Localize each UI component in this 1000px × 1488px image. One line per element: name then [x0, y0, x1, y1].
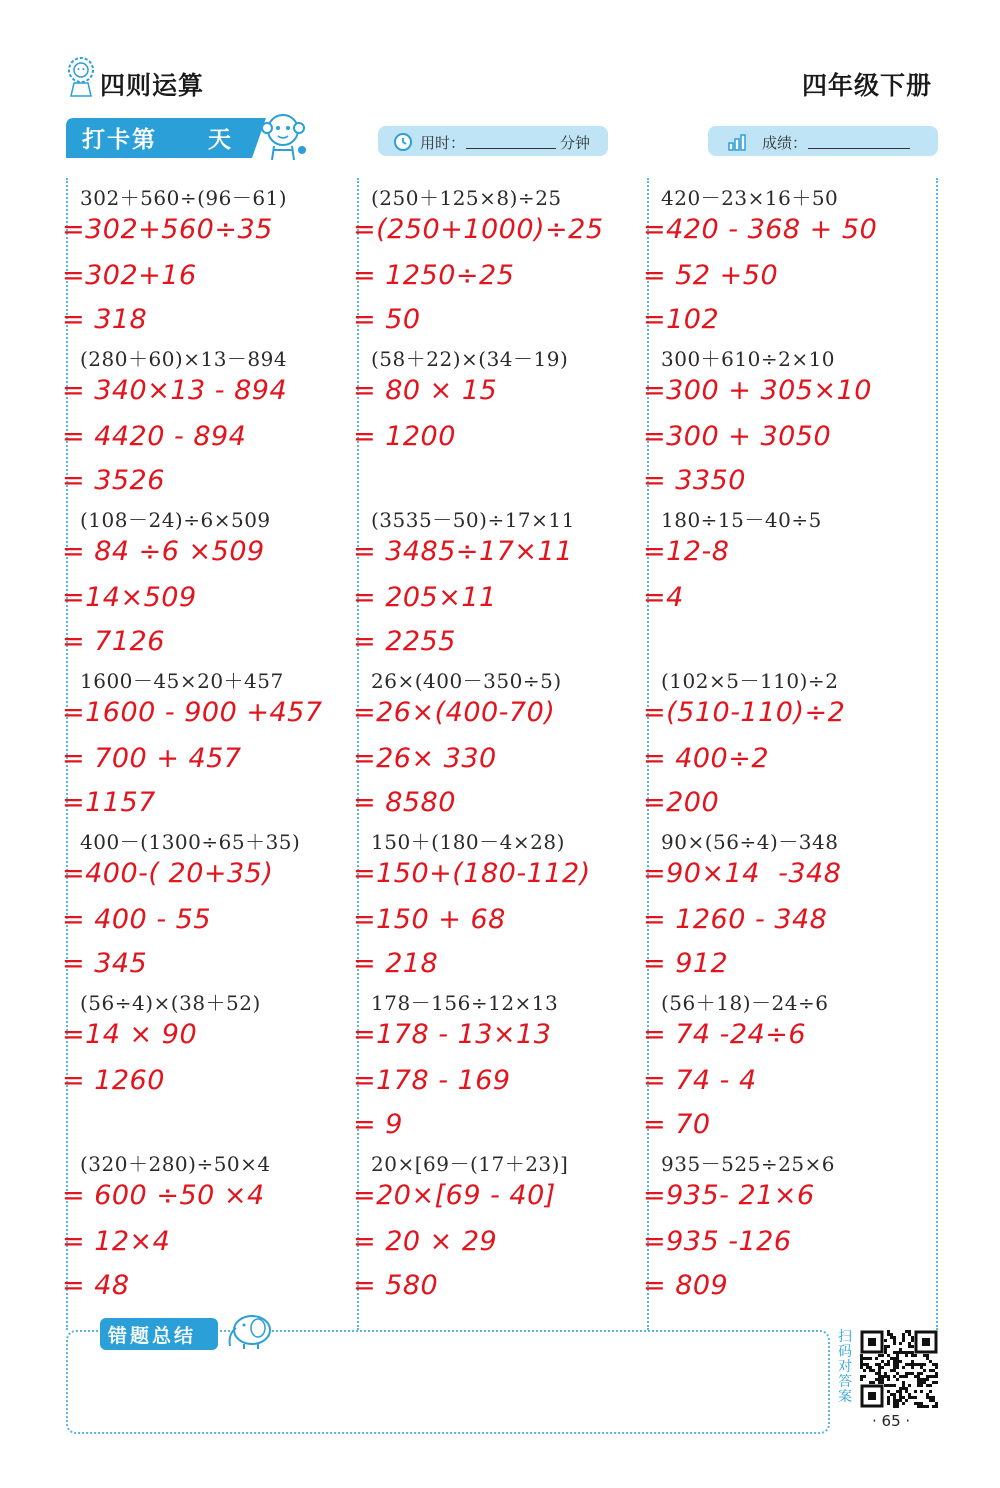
handwritten-step: = 3526	[62, 465, 165, 496]
handwritten-step: = 400÷2	[643, 743, 770, 774]
elephant-icon	[222, 1310, 274, 1350]
problem-expression: 180÷15－40÷5	[661, 508, 822, 532]
time-unit: 分钟	[560, 134, 591, 152]
clock-icon	[392, 130, 414, 152]
handwritten-step: =400-( 20+35)	[62, 858, 274, 889]
problem-cell	[353, 985, 647, 1146]
problem-expression: (58＋22)×(34－19)	[371, 347, 569, 371]
problem-cell	[62, 180, 356, 341]
problem-cell	[353, 502, 647, 663]
handwritten-step: = 20 × 29	[353, 1226, 498, 1257]
handwritten-step: = 12×4	[62, 1226, 171, 1257]
handwritten-step: =102	[643, 304, 720, 335]
problem-expression: 20×[69－(17＋23)]	[371, 1152, 569, 1176]
page-number: · 65 ·	[872, 1412, 911, 1430]
handwritten-step: =178 - 13×13	[353, 1019, 552, 1050]
handwritten-step: = 580	[353, 1270, 439, 1301]
chart-icon	[726, 130, 748, 152]
handwritten-step: =90×14 -348	[643, 858, 842, 889]
mistake-summary-label: 错题总结	[108, 1325, 197, 1347]
problem-cell	[62, 1146, 356, 1307]
handwritten-step: =26×(400-70)	[353, 697, 556, 728]
problem-expression: (280＋60)×13－894	[80, 347, 288, 371]
problem-cell	[643, 502, 937, 663]
handwritten-step: = 205×11	[353, 582, 497, 613]
handwritten-step: =1600 - 900 +457	[62, 697, 323, 728]
problem-cell	[62, 663, 356, 824]
problem-cell	[353, 180, 647, 341]
problem-expression: (250＋125×8)÷25	[371, 186, 562, 210]
handwritten-step: = 912	[643, 948, 729, 979]
lion-logo-icon	[64, 56, 98, 98]
handwritten-step: =12-8	[643, 536, 730, 567]
problem-expression: 178－156÷12×13	[371, 991, 559, 1015]
handwritten-step: = 218	[353, 948, 439, 979]
handwritten-step: = 340×13 - 894	[62, 375, 288, 406]
handwritten-step: = 70	[643, 1109, 711, 1140]
problem-cell	[62, 824, 356, 985]
problem-expression: 90×(56÷4)－348	[661, 830, 839, 854]
handwritten-step: = 700 + 457	[62, 743, 242, 774]
handwritten-step: = 1260	[62, 1065, 165, 1096]
handwritten-step: = 52 +50	[643, 260, 779, 291]
handwritten-step: = 809	[643, 1270, 729, 1301]
problem-expression: (102×5－110)÷2	[661, 669, 839, 693]
handwritten-step: = 84 ÷6 ×509	[62, 536, 265, 567]
problem-expression: (56＋18)－24÷6	[661, 991, 829, 1015]
handwritten-step: = 74 - 4	[643, 1065, 757, 1096]
handwritten-step: = 1260 - 348	[643, 904, 828, 935]
problem-cell	[62, 985, 356, 1146]
problem-expression: 26×(400－350÷5)	[371, 669, 562, 693]
problem-expression: (56÷4)×(38＋52)	[80, 991, 261, 1015]
problem-expression: (320＋280)÷50×4	[80, 1152, 271, 1176]
qr-code-icon[interactable]	[860, 1330, 938, 1408]
checkin-day-unit: 天	[208, 127, 231, 153]
handwritten-step: =935 -126	[643, 1226, 792, 1257]
handwritten-step: =302+16	[62, 260, 197, 291]
page-title: 四则运算	[100, 71, 205, 100]
problem-expression: 150＋(180－4×28)	[371, 830, 565, 854]
problem-expression: (3535－50)÷17×11	[371, 508, 575, 532]
handwritten-step: = 1250÷25	[353, 260, 515, 291]
handwritten-step: =302+560÷35	[62, 214, 273, 245]
problem-cell	[353, 341, 647, 502]
handwritten-step: =20×[69 - 40]	[353, 1180, 556, 1211]
problem-cell	[643, 985, 937, 1146]
handwritten-step: =150 + 68	[353, 904, 506, 935]
handwritten-step: = 3485÷17×11	[353, 536, 573, 567]
handwritten-step: = 318	[62, 304, 148, 335]
problem-cell	[643, 824, 937, 985]
problem-expression: 400－(1300÷65＋35)	[80, 830, 301, 854]
problem-expression: 420－23×16＋50	[661, 186, 839, 210]
problem-expression: 300＋610÷2×10	[661, 347, 836, 371]
scan-answer-label: 扫码对答案	[838, 1329, 852, 1405]
problem-expression: 302＋560÷(96－61)	[80, 186, 288, 210]
handwritten-step: = 74 -24÷6	[643, 1019, 807, 1050]
handwritten-step: =(250+1000)÷25	[353, 214, 604, 245]
handwritten-step: =4	[643, 582, 684, 613]
handwritten-step: = 400 - 55	[62, 904, 212, 935]
problem-cell	[353, 824, 647, 985]
handwritten-step: =300 + 3050	[643, 421, 832, 452]
handwritten-step: =14 × 90	[62, 1019, 198, 1050]
handwritten-step: =1157	[62, 787, 156, 818]
handwritten-step: =150+(180-112)	[353, 858, 591, 889]
problem-cell	[643, 1146, 937, 1307]
handwritten-step: = 9	[353, 1109, 403, 1140]
handwritten-step: =178 - 169	[353, 1065, 511, 1096]
problem-cell	[643, 663, 937, 824]
handwritten-step: = 7126	[62, 626, 165, 657]
problem-expression: 935－525÷25×6	[661, 1152, 836, 1176]
score-label: 成绩：	[762, 134, 808, 152]
checkin-label: 打卡第	[82, 127, 157, 153]
handwritten-step: = 48	[62, 1270, 130, 1301]
handwritten-step: = 8580	[353, 787, 456, 818]
handwritten-step: =200	[643, 787, 720, 818]
problem-cell	[643, 180, 937, 341]
problem-expression: 1600－45×20＋457	[80, 669, 284, 693]
score-input-line[interactable]	[808, 148, 910, 149]
problem-cell	[643, 341, 937, 502]
time-input-line[interactable]	[466, 148, 556, 149]
time-label: 用时：	[420, 134, 466, 152]
problem-cell	[62, 341, 356, 502]
handwritten-step: = 600 ÷50 ×4	[62, 1180, 265, 1211]
handwritten-step: =14×509	[62, 582, 197, 613]
handwritten-step: = 4420 - 894	[62, 421, 247, 452]
grade-label: 四年级下册	[801, 71, 932, 100]
handwritten-step: = 1200	[353, 421, 456, 452]
problem-cell	[62, 502, 356, 663]
handwritten-step: =300 + 305×10	[643, 375, 872, 406]
handwritten-step: = 80 × 15	[353, 375, 498, 406]
handwritten-step: = 2255	[353, 626, 456, 657]
handwritten-step: = 3350	[643, 465, 746, 496]
handwritten-step: =(510-110)÷2	[643, 697, 846, 728]
problem-cell	[353, 663, 647, 824]
handwritten-step: =26× 330	[353, 743, 497, 774]
problem-expression: (108－24)÷6×509	[80, 508, 271, 532]
handwritten-step: =420 - 368 + 50	[643, 214, 878, 245]
handwritten-step: = 50	[353, 304, 421, 335]
handwritten-step: = 345	[62, 948, 148, 979]
problem-cell	[353, 1146, 647, 1307]
monkey-icon	[256, 110, 310, 162]
handwritten-step: =935- 21×6	[643, 1180, 815, 1211]
